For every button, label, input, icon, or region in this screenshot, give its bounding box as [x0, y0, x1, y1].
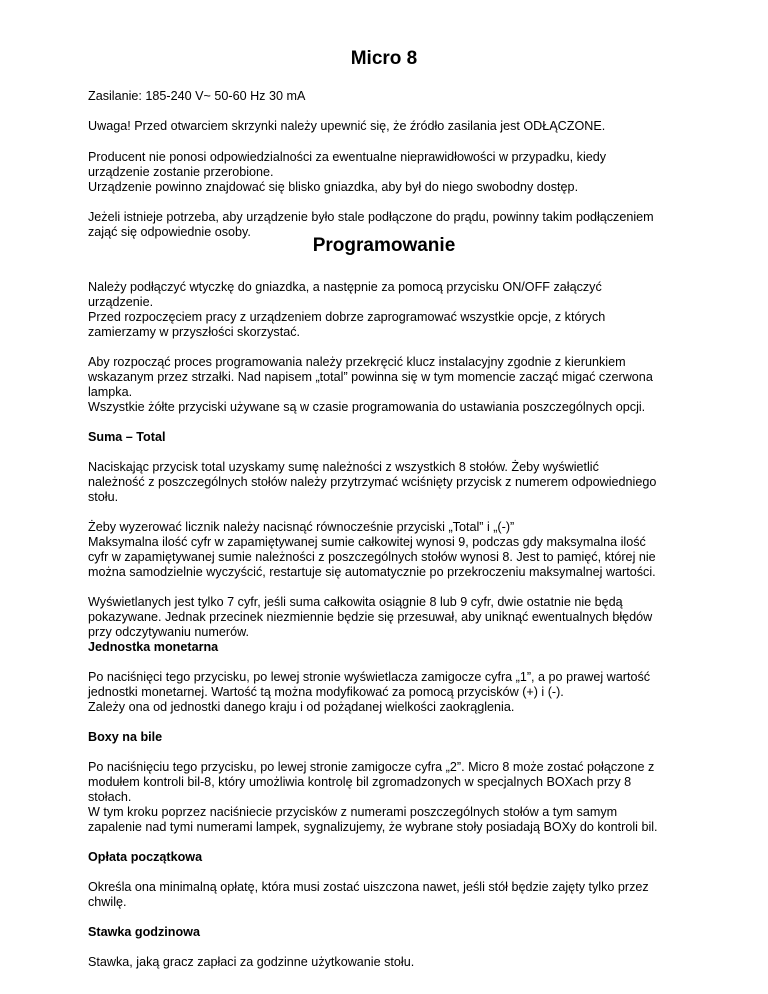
- text-line: Wyświetlanych jest tylko 7 cyfr, jeśli suma całkowita osiągnie 8 lub 9 cyfr, dwie ostatnie nie będą: [88, 595, 623, 609]
- text-line: stołach.: [88, 790, 132, 804]
- text-line: stołu.: [88, 490, 119, 504]
- text-line: Przed rozpoczęciem pracy z urządzeniem dobrze zaprogramować wszystkie opcje, z których: [88, 310, 606, 324]
- text-line: Maksymalna ilość cyfr w zapamiętywanej sumie całkowitej wynosi 9, podczas gdy maksymalna ilość: [88, 535, 646, 549]
- text-line: zapalenie nad tymi numerami lampek, sygnalizujemy, że wybrane stoły posiadają BOXy do kontroli bil.: [88, 820, 658, 834]
- text-line: Producent nie ponosi odpowiedzialności za ewentualne nieprawidłowości w przypadku, kiedy: [88, 150, 607, 164]
- text-line: Zasilanie: 185-240 V~ 50-60 Hz 30 mA: [88, 89, 306, 103]
- text-line: urządzenie zostanie przerobione.: [88, 165, 274, 179]
- text-line: Żeby wyzerować licznik należy nacisnąć równocześnie przyciski „Total” i „(-)”: [88, 520, 515, 534]
- text-line: Urządzenie powinno znajdować się blisko gniazdka, aby był do niego swobodny dostęp.: [88, 180, 579, 194]
- text-line: Określa ona minimalną opłatę, która musi zostać uiszczona nawet, jeśli stół będzie zajęty tylko przez: [88, 880, 649, 894]
- currency-paragraph: [88, 670, 688, 715]
- section-heading-programowanie: Programowanie: [312, 235, 456, 256]
- text-line: Stawka, jaką gracz zapłaci za godzinne użytkowanie stołu.: [88, 955, 415, 969]
- text-line: Jeżeli istnieje potrzeba, aby urządzenie było stale podłączone do prądu, powinny takim podłączeniem: [88, 210, 654, 224]
- initial-fee-paragraph: [88, 880, 688, 910]
- warning-paragraph: [88, 119, 688, 134]
- suma-paragraph-1: [88, 460, 688, 505]
- power-spec-paragraph: [88, 89, 688, 104]
- text-line: Po naciśnięci tego przycisku, po lewej stronie wyświetlacza zamigocze cyfra „1”, a po prawej wartość: [88, 670, 651, 684]
- text-line: zająć się odpowiednie osoby.: [88, 225, 251, 239]
- liability-paragraph: [88, 150, 688, 195]
- text-line: Aby rozpocząć proces programowania należy przekręcić klucz instalacyjny zgodnie z kierunkiem: [88, 355, 626, 369]
- boxes-paragraph: [88, 760, 688, 835]
- text-line: pokazywane. Jednak przecinek niezmiennie będzie się przesuwał, aby uniknąć ewentualnych błędów: [88, 610, 653, 624]
- programming-paragraph-2: [88, 355, 688, 415]
- text-line: chwilę.: [88, 895, 127, 909]
- text-line: cyfr w zapamiętywanej sumie należności z poszczególnych stołów wynosi 8. Jest to pamięć, której nie: [88, 550, 656, 564]
- text-line: Po naciśnięciu tego przycisku, po lewej stronie zamigocze cyfra „2”. Micro 8 może zostać połączone z: [88, 760, 655, 774]
- section-heading-suma-total: Suma – Total: [88, 430, 166, 444]
- text-line: Naciskając przycisk total uzyskamy sumę należności z wszystkich 8 stołów. Żeby wyświetlić: [88, 460, 599, 474]
- text-line: wskazanym przez strzałki. Nad napisem „total” powinna się w tym momencie zacząć migać czerwona: [88, 370, 653, 384]
- text-line: urządzenie.: [88, 295, 154, 309]
- suma-paragraph-3: [88, 595, 688, 640]
- text-line: należność z poszczególnych stołów należy przytrzymać wciśnięty przycisk z numerem odpowiedniego: [88, 475, 657, 489]
- text-line: przy odczytywaniu numerów.: [88, 625, 249, 639]
- text-line: Wszystkie żółte przyciski używane są w czasie programowania do ustawiania poszczególnych opcji.: [88, 400, 646, 414]
- text-line: Uwaga! Przed otwarciem skrzynki należy upewnić się, że źródło zasilania jest ODŁĄCZONE.: [88, 119, 606, 133]
- section-heading-jednostka-monetarna: Jednostka monetarna: [88, 640, 219, 654]
- section-heading-oplata-poczatkowa: Opłata początkowa: [88, 850, 203, 864]
- text-line: można samodzielnie wyczyścić, restartuje się automatycznie po przekroczeniu maksymalnej wartości.: [88, 565, 656, 579]
- text-line: Należy podłączyć wtyczkę do gniazdka, a następnie za pomocą przycisku ON/OFF załączyć: [88, 280, 602, 294]
- text-line: lampka.: [88, 385, 133, 399]
- section-heading-stawka-godzinowa: Stawka godzinowa: [88, 925, 200, 939]
- text-line: jednostki monetarnej. Wartość tą można modyfikować za pomocą przycisków (+) i (-).: [88, 685, 564, 699]
- section-heading-boxy-na-bile: Boxy na bile: [88, 730, 163, 744]
- text-line: Zależy ona od jednostki danego kraju i od pożądanej wielkości zaokrąglenia.: [88, 700, 515, 714]
- programming-paragraph-1: [88, 280, 688, 340]
- text-line: W tym kroku poprzez naciśniecie przycisków z numerami poszczególnych stołów a tym samym: [88, 805, 618, 819]
- suma-paragraph-2: [88, 520, 688, 580]
- hourly-rate-paragraph: [88, 955, 688, 970]
- text-line: modułem kontroli bil-8, który umożliwia kontrolę bil zgromadzonych w specjalnych BOXach przy 8: [88, 775, 632, 789]
- text-line: zamierzamy w przyszłości skorzystać.: [88, 325, 301, 339]
- document-title: Micro 8: [350, 48, 418, 69]
